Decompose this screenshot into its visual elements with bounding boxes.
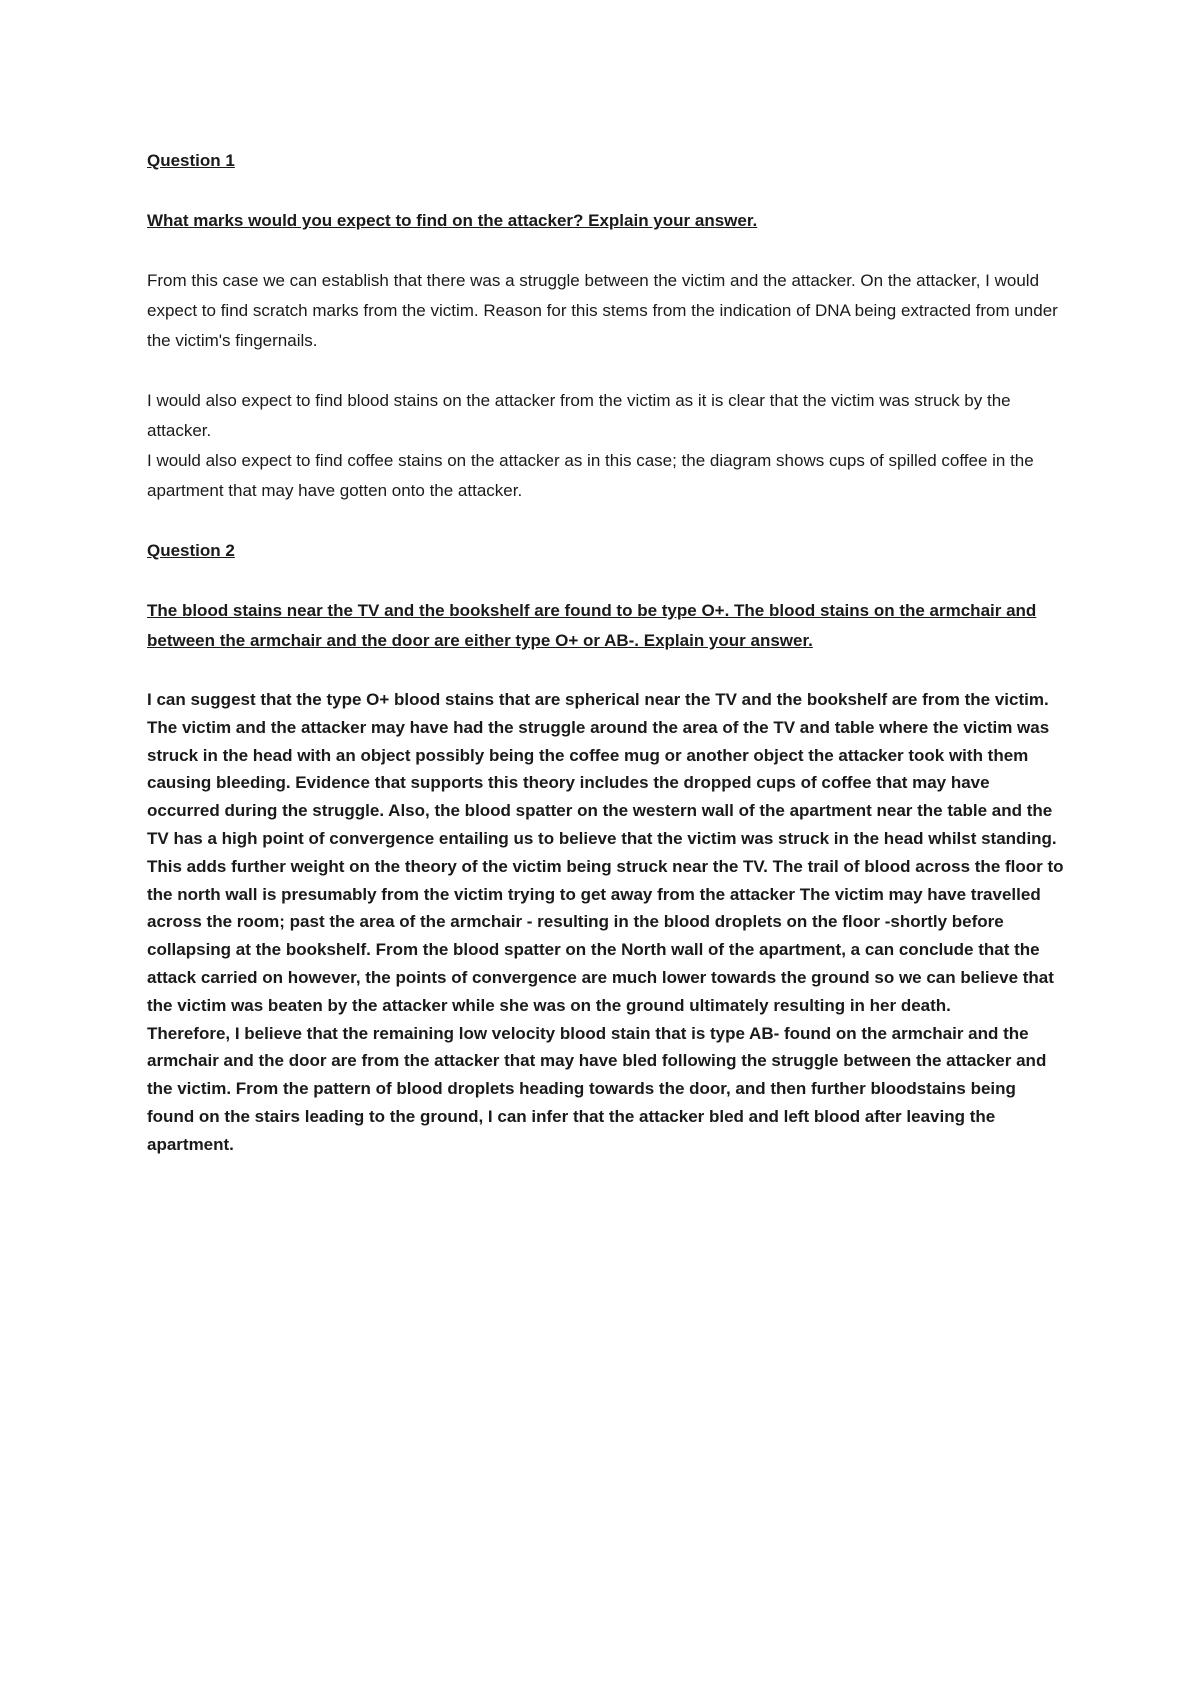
question-1-answer-paragraph: I would also expect to find blood stains on the attacker from the victim as it is clear that the victim was struck by the attacker.: [147, 391, 1011, 440]
question-1-title: Question 1: [147, 151, 235, 170]
question-1-prompt: What marks would you expect to find on the attacker? Explain your answer.: [147, 211, 758, 230]
question-2-prompt: The blood stains near the TV and the bookshelf are found to be type O+. The blood stains on the armchair and between the armchair and the door are either type O+ or AB-. Explain your answer.: [147, 601, 1037, 650]
question-2-title: Question 2: [147, 541, 235, 560]
question-1-answer-paragraph: I would also expect to find coffee stains on the attacker as in this case; the diagram shows cups of spilled coffee in the apartment that may have gotten onto the attacker.: [147, 451, 1034, 500]
question-2-answer-paragraph: I can suggest that the type O+ blood stains that are spherical near the TV and the bookshelf are from the victim. The victim and the attacker may have had the struggle around the area of the TV and table where the victim was struck in the head with an object possibly being the coffee mug or another object the attacker took with them causing bleeding. Evidence that supports this theory includes the dropped cups of coffee that may have occurred during the struggle. Also, the blood spatter on the western wall of the apartment near the table and the TV has a high point of convergence entailing us to believe that the victim was struck in the head whilst standing. This adds further weight on the theory of the victim being struck near the TV. The trail of blood across the floor to the north wall is presumably from the victim trying to get away from the attacker The victim may have travelled across the room; past the area of the armchair - resulting in the blood droplets on the floor -shortly before collapsing at the bookshelf. From the blood spatter on the North wall of the apartment, a can conclude that the attack carried on however, the points of convergence are much lower towards the ground so we can believe that the victim was beaten by the attacker while she was on the ground ultimately resulting in her death.: [147, 690, 1064, 1015]
document-body: [147, 146, 1067, 1159]
question-1-answer-paragraph: From this case we can establish that there was a struggle between the victim and the attacker. On the attacker, I would expect to find scratch marks from the victim. Reason for this stems from the indication of DNA being extracted from under the victim's fingernails.: [147, 271, 1058, 350]
question-2-answer-paragraph: Therefore, I believe that the remaining low velocity blood stain that is type AB- found on the armchair and the armchair and the door are from the attacker that may have bled following the struggle between the attacker and the victim. From the pattern of blood droplets heading towards the door, and then further bloodstains being found on the stairs leading to the ground, I can infer that the attacker bled and left blood after leaving the apartment.: [147, 1023, 1047, 1154]
